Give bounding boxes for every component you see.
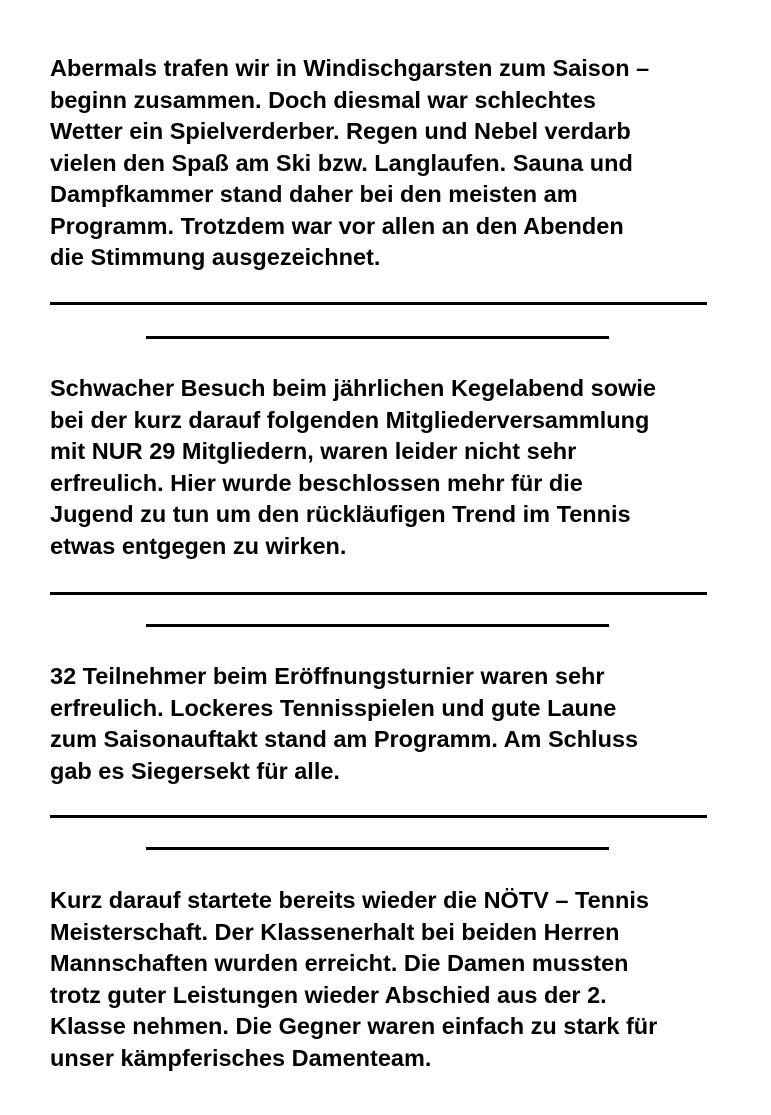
divider-short: [146, 847, 609, 850]
paragraph-line: Dampfkammer stand daher bei den meisten am: [50, 181, 578, 207]
paragraph-line: erfreulich. Lockeres Tennisspielen und gute Laune: [50, 694, 617, 721]
paragraph-line: Schwacher Besuch beim jährlichen Kegelabend sowie: [50, 375, 656, 401]
paragraph-line: mit NUR 29 Mitgliedern, waren leider nicht sehr: [50, 438, 577, 464]
divider-long: [50, 592, 707, 595]
paragraph-line: Meisterschaft. Der Klassenerhalt bei beiden Herren: [50, 918, 620, 945]
paragraph-line: Mannschaften wurden erreicht. Die Damen mussten: [50, 950, 629, 976]
divider-short: [146, 336, 609, 339]
paragraph-eroeffnungsturnier: [50, 661, 750, 787]
paragraph-line: trotz guter Leistungen wieder Abschied aus der 2.: [50, 981, 607, 1008]
paragraph-line: Abermals trafen wir in Windischgarsten zum Saison –: [50, 55, 650, 81]
divider-long: [50, 815, 707, 818]
paragraph-line: Kurz darauf startete bereits wieder die NÖTV – Tennis: [50, 887, 649, 913]
paragraph-line: etwas entgegen zu wirken.: [50, 532, 347, 559]
divider-short: [146, 624, 609, 627]
paragraph-saisonbeginn: [50, 53, 750, 274]
paragraph-line: zum Saisonauftakt stand am Programm. Am Schluss: [50, 726, 639, 752]
paragraph-line: bei der kurz darauf folgenden Mitgliederversammlung: [50, 406, 650, 433]
divider-long: [50, 302, 707, 305]
paragraph-line: Programm. Trotzdem war vor allen an den Abenden: [50, 212, 624, 239]
paragraph-meisterschaft: [50, 885, 750, 1074]
paragraph-line: 32 Teilnehmer beim Eröffnungsturnier waren sehr: [50, 663, 605, 689]
paragraph-line: Klasse nehmen. Die Gegner waren einfach zu stark für: [50, 1013, 658, 1039]
paragraph-line: gab es Siegersekt für alle.: [50, 757, 340, 784]
paragraph-line: unser kämpferisches Damenteam.: [50, 1044, 432, 1071]
paragraph-line: Jugend zu tun um den rückläufigen Trend im Tennis: [50, 501, 631, 527]
paragraph-line: beginn zusammen. Doch diesmal war schlechtes: [50, 86, 596, 113]
paragraph-line: Wetter ein Spielverderber. Regen und Nebel verdarb: [50, 118, 631, 144]
paragraph-line: die Stimmung ausgezeichnet.: [50, 244, 381, 270]
paragraph-line: erfreulich. Hier wurde beschlossen mehr für die: [50, 469, 583, 496]
paragraph-line: vielen den Spaß am Ski bzw. Langlaufen. Sauna und: [50, 149, 633, 176]
paragraph-kegelabend: [50, 373, 750, 562]
